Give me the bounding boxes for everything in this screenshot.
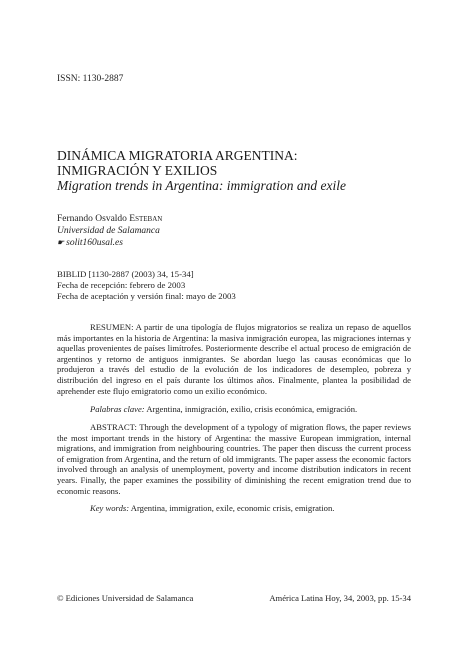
palabras-clave-label: Palabras clave: [90, 404, 145, 414]
author-surname: Esteban [129, 214, 163, 224]
title-line-2: INMIGRACIÓN Y EXILIOS [57, 163, 218, 178]
accepted-date: Fecha de aceptación y versión final: mayo de 2003 [57, 291, 236, 301]
author-block [57, 214, 162, 250]
author-affiliation: Universidad de Salamanca [57, 225, 160, 236]
resumen-paragraph: RESUMEN: A partir de una tipología de flujos migratorios se realiza un repaso de aquellos más importantes en la historia de Argentina: la masiva inmigración europea, las migraciones internas y aquellas provenientes de países limítrofes. Posteriormente describe el actual proceso de emigración de argentinos y retorno de antiguos inmigrantes. Se abordan luego las causas económicas que lo produjeron a través del estudio de la evolución de los indicadores de desempleo, pobreza y distribución del ingreso en el país durante los últimos años. Finalmente, plantea la posibilidad de aprehender este flujo emigratorio como un exilio económico. [57, 322, 411, 396]
author-email[interactable]: solit160usal.es [66, 238, 123, 248]
author-email-line [57, 237, 162, 250]
article-title [57, 148, 346, 193]
biblid-block [57, 269, 236, 302]
key-words-text: Argentina, immigration, exile, economic crisis, emigration. [130, 503, 335, 513]
key-words-label: Key words: [90, 503, 130, 513]
pointing-hand-icon: ☛ [57, 238, 65, 247]
abstract-paragraph: ABSTRACT: Through the development of a typology of migration flows, the paper reviews the most important trends in the history of Argentina: the massive European immigration, internal migrations, and immigration from neighbouring countries. The paper then discuss the current process of emigration from Argentina, and the return of old immigrants. The paper assess the economic factors involved through an analysis of unemployment, poverty and income distribution indicators in recent years. Finally, the paper examines the possibility of diminishing the recent emigration trend due to economic reasons. [57, 422, 411, 496]
title-line-1: DINÁMICA MIGRATORIA ARGENTINA: [57, 148, 298, 163]
author-name [57, 214, 162, 226]
palabras-clave [57, 404, 411, 415]
author-first-name: Fernando Osvaldo [57, 214, 127, 224]
title-english: Migration trends in Argentina: immigration and exile [57, 178, 346, 193]
footer-publisher: © Ediciones Universidad de Salamanca [57, 593, 194, 603]
received-date: Fecha de recepción: febrero de 2003 [57, 280, 186, 290]
footer-journal: América Latina Hoy, 34, 2003, pp. 15-34 [269, 593, 411, 603]
palabras-clave-text: Argentina, inmigración, exilio, crisis económica, emigración. [146, 404, 358, 414]
issn: ISSN: 1130-2887 [57, 74, 124, 84]
biblid-line: BIBLID [1130-2887 (2003) 34, 15-34] [57, 269, 194, 279]
key-words [57, 503, 411, 514]
